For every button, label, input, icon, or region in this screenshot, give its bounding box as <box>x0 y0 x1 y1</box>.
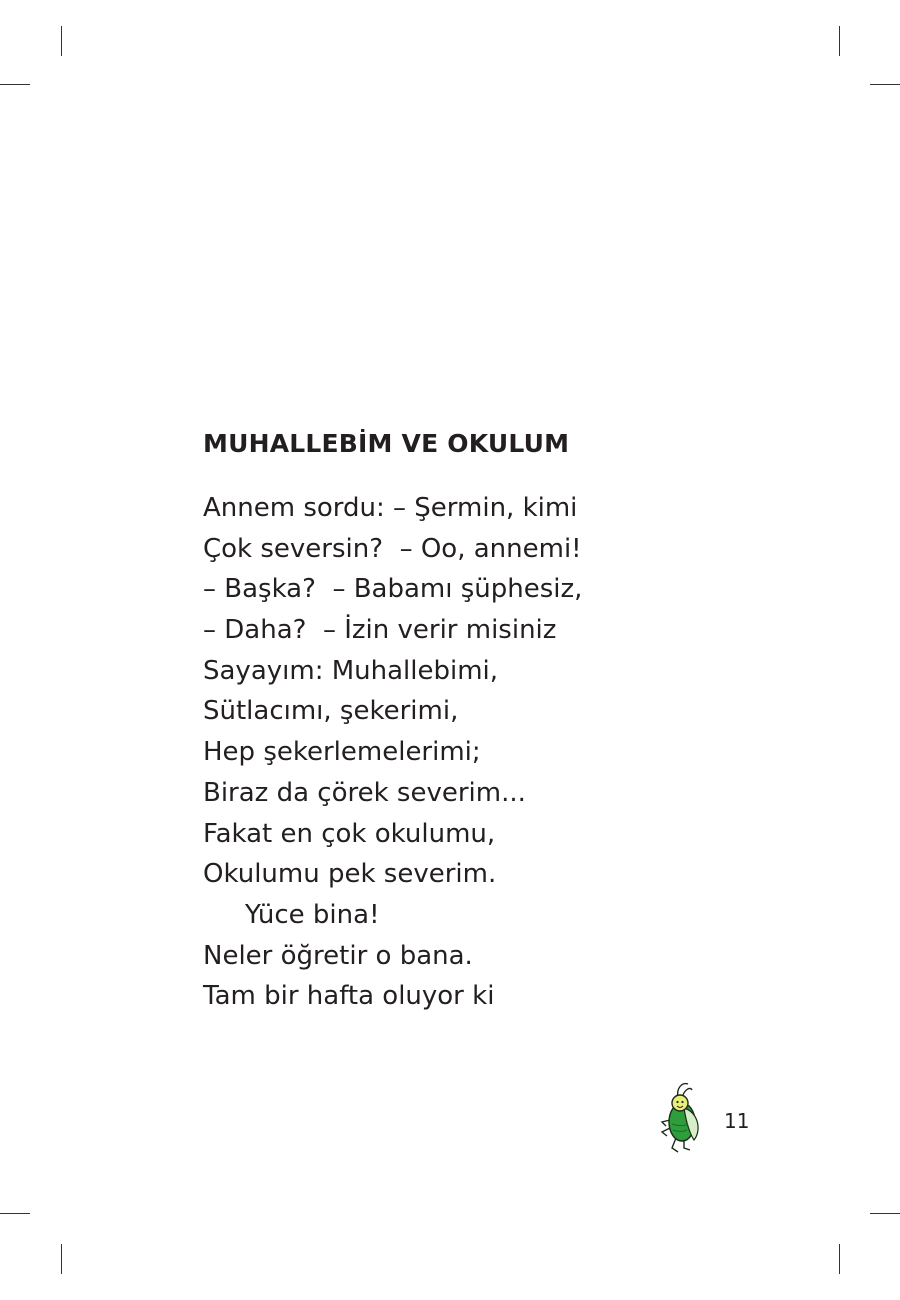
poem-line-indented: Yüce bina! <box>245 899 380 930</box>
poem-line: Hep şekerlemelerimi; <box>203 737 481 768</box>
poem-line: Neler öğretir o bana. <box>203 940 473 971</box>
poem-line: Tam bir hafta oluyor ki <box>203 981 495 1012</box>
cricket-mascot-icon <box>658 1076 704 1158</box>
poem-line: Sayayım: Muhallebimi, <box>203 655 499 686</box>
poem-line: Okulumu pek severim. <box>203 859 497 890</box>
poem-line: Çok seversin? – Oo, annemi! <box>203 533 582 564</box>
page-number: 11 <box>724 1109 750 1133</box>
crop-mark-top-left-vertical <box>61 26 62 56</box>
crop-mark-top-right-vertical <box>839 26 840 56</box>
poem-line: Annem sordu: – Şermin, kimi <box>203 493 578 523</box>
crop-mark-bottom-left-horizontal <box>0 1213 30 1214</box>
poem-line: Fakat en çok okulumu, <box>203 818 496 849</box>
crop-mark-top-right-horizontal <box>870 84 900 85</box>
crop-mark-bottom-right-horizontal <box>870 1213 900 1214</box>
poem-line: Sütlacımı, şekerimi, <box>203 696 459 727</box>
poem-line: – Başka? – Babamı şüphesiz, <box>203 574 583 605</box>
poem-line: – Daha? – İzin verir misiniz <box>203 615 557 646</box>
poem-title: MUHALLEBİM VE OKULUM <box>203 429 570 458</box>
poem-body <box>203 488 582 1017</box>
crop-mark-bottom-right-vertical <box>839 1244 840 1274</box>
crop-mark-top-left-horizontal <box>0 84 30 85</box>
poem-line: Biraz da çörek severim... <box>203 777 526 808</box>
crop-mark-bottom-left-vertical <box>61 1244 62 1274</box>
